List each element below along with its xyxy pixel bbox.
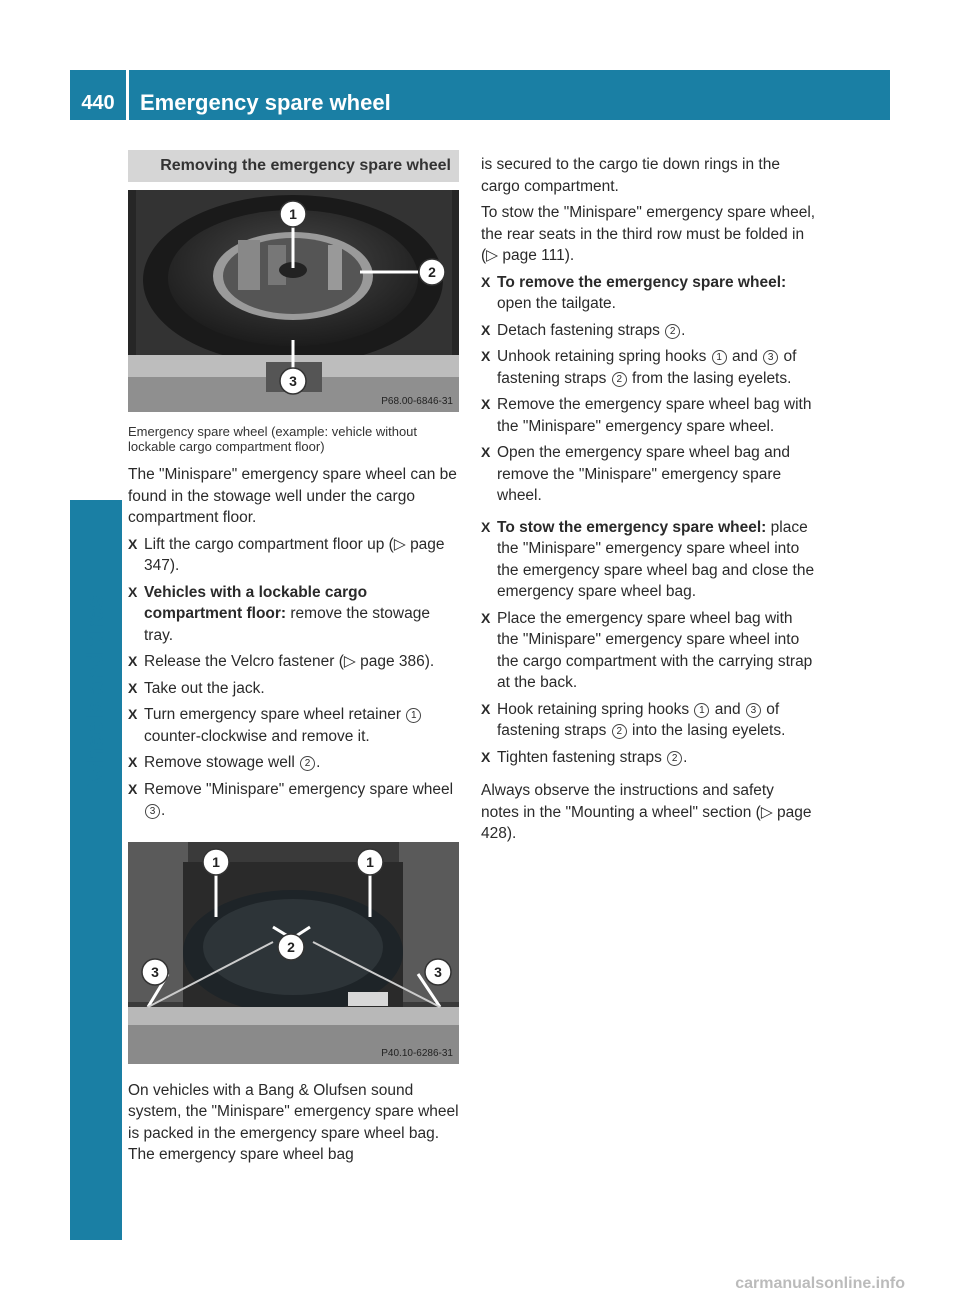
callout-number: 1	[712, 350, 727, 365]
step-arrow-icon: X	[128, 780, 138, 797]
figure1-callout-2: 2	[428, 264, 436, 280]
step-arrow-icon: X	[481, 748, 491, 765]
step-arrow-icon: X	[481, 273, 491, 290]
figure2-callout-3b: 3	[434, 963, 442, 980]
step-arrow-icon: X	[128, 679, 138, 696]
step-lift-floor: X Lift the cargo compartment floor up (▷ page 347).	[128, 535, 445, 574]
step-release-velcro: X Release the Velcro fastener (▷ page 386).	[128, 651, 459, 673]
figure-caption: Emergency spare wheel (example: vehicle without lockable cargo compartment floor)	[128, 424, 418, 454]
left-column	[128, 150, 459, 1166]
step-arrow-icon: X	[481, 396, 491, 412]
bottom-paragraph: On vehicles with a Bang & Olufsen sound system, the "Minispare" emergency spare wheel is packed in the emergency spare wheel bag. The emergency spare wheel bag	[128, 1081, 459, 1163]
section-heading: Removing the emergency spare wheel	[128, 150, 459, 182]
watermark: carmanualsonline.info	[735, 1275, 905, 1292]
figure2-code: P40.10-6286-31	[381, 1047, 453, 1059]
callout-number: 2	[667, 751, 682, 766]
header-separator	[126, 70, 129, 120]
spare-wheel-photo	[128, 190, 459, 412]
step-stow-wheel: X To stow the emergency spare wheel: place the "Minispare" emergency spare wheel into the emergency spare wheel bag and close the emergency spare wheel bag.	[481, 518, 815, 600]
figure2-callout-1a: 1	[212, 853, 220, 870]
figure2-callout-2: 2	[287, 938, 295, 955]
step-lockable-floor: X Vehicles with a lockable cargo compartment floor: remove the stowage tray.	[128, 583, 430, 644]
step-remove-minispare: X Remove "Minispare" emergency spare wheel 3 .	[128, 780, 454, 819]
step-open-bag: X Open the emergency spare wheel bag and remove the "Minispare" emergency spare wheel.	[481, 444, 790, 504]
callout-number: 3	[763, 350, 778, 365]
page-number: 440	[81, 92, 115, 114]
figure2-callout-1b: 1	[366, 853, 374, 870]
step-arrow-icon: X	[128, 706, 138, 722]
step-arrow-icon: X	[128, 583, 138, 600]
step-unhook-hooks: X Unhook retaining spring hooks 1 and 3 of fastening straps 2 from the lasing eyelets.	[481, 348, 797, 387]
callout-number: 3	[145, 804, 160, 819]
callout-number: 2	[300, 756, 315, 771]
page-title: Emergency spare wheel	[140, 90, 391, 115]
right-column	[481, 150, 816, 845]
step-arrow-icon: X	[128, 653, 138, 669]
intro-paragraph: The "Minispare" emergency spare wheel can be found in the stowage well under the cargo compartment floor.	[128, 466, 457, 526]
figure1-callout-1: 1	[289, 206, 297, 222]
step-arrow-icon: X	[481, 609, 491, 626]
step-arrow-icon: X	[481, 348, 491, 364]
figure1-code: P68.00-6846-31	[381, 396, 453, 407]
step-remove-well: X Remove stowage well 2 .	[128, 752, 459, 774]
side-tab-label: Wheels and tires	[82, 594, 109, 786]
right-paragraph-1: is secured to the cargo tie down rings in the cargo compartment.	[481, 156, 780, 195]
figure2-callout-3a: 3	[151, 963, 159, 980]
step-open-tailgate: X To remove the emergency spare wheel: open the tailgate.	[481, 273, 787, 312]
step-turn-retainer: X Turn emergency spare wheel retainer 1 counter-clockwise and remove it.	[128, 704, 459, 747]
figure-spare-wheel-bag	[128, 842, 459, 1064]
step-arrow-icon: X	[128, 535, 138, 552]
callout-number: 2	[612, 372, 627, 387]
step-arrow-icon: X	[481, 518, 491, 535]
step-arrow-icon: X	[481, 321, 491, 338]
figure-spare-wheel-well	[128, 190, 459, 412]
callout-number: 2	[612, 724, 627, 739]
callout-number: 2	[665, 324, 680, 339]
step-take-jack: X Take out the jack.	[128, 678, 459, 700]
right-paragraph-3: Always observe the instructions and safety notes in the "Mounting a wheel" section (▷ page 428).	[481, 782, 812, 842]
step-arrow-icon: X	[481, 444, 491, 460]
step-hook-hooks: X Hook retaining spring hooks 1 and 3 of fastening straps 2 into the lasing eyelets.	[481, 700, 786, 739]
side-tab-label-wrap	[70, 540, 122, 840]
step-place-bag: X Place the emergency spare wheel bag with the "Minispare" emergency spare wheel into the cargo compartment with the carrying strap at the back.	[481, 609, 813, 691]
spare-wheel-bag-photo	[128, 842, 459, 1064]
callout-number: 1	[694, 703, 709, 718]
callout-number: 1	[406, 708, 421, 723]
step-detach-straps: X Detach fastening straps 2 .	[481, 320, 816, 342]
right-paragraph-2: To stow the "Minispare" emergency spare wheel, the rear seats in the third row must be folded in (▷ page 111).	[481, 204, 816, 264]
callout-number: 3	[746, 703, 761, 718]
step-remove-bag: X Remove the emergency spare wheel bag with the "Minispare" emergency spare wheel.	[481, 396, 812, 435]
step-tighten-straps: X Tighten fastening straps 2 .	[481, 747, 816, 769]
step-arrow-icon: X	[128, 754, 138, 770]
figure1-callout-3: 3	[289, 373, 297, 389]
step-arrow-icon: X	[481, 700, 491, 717]
